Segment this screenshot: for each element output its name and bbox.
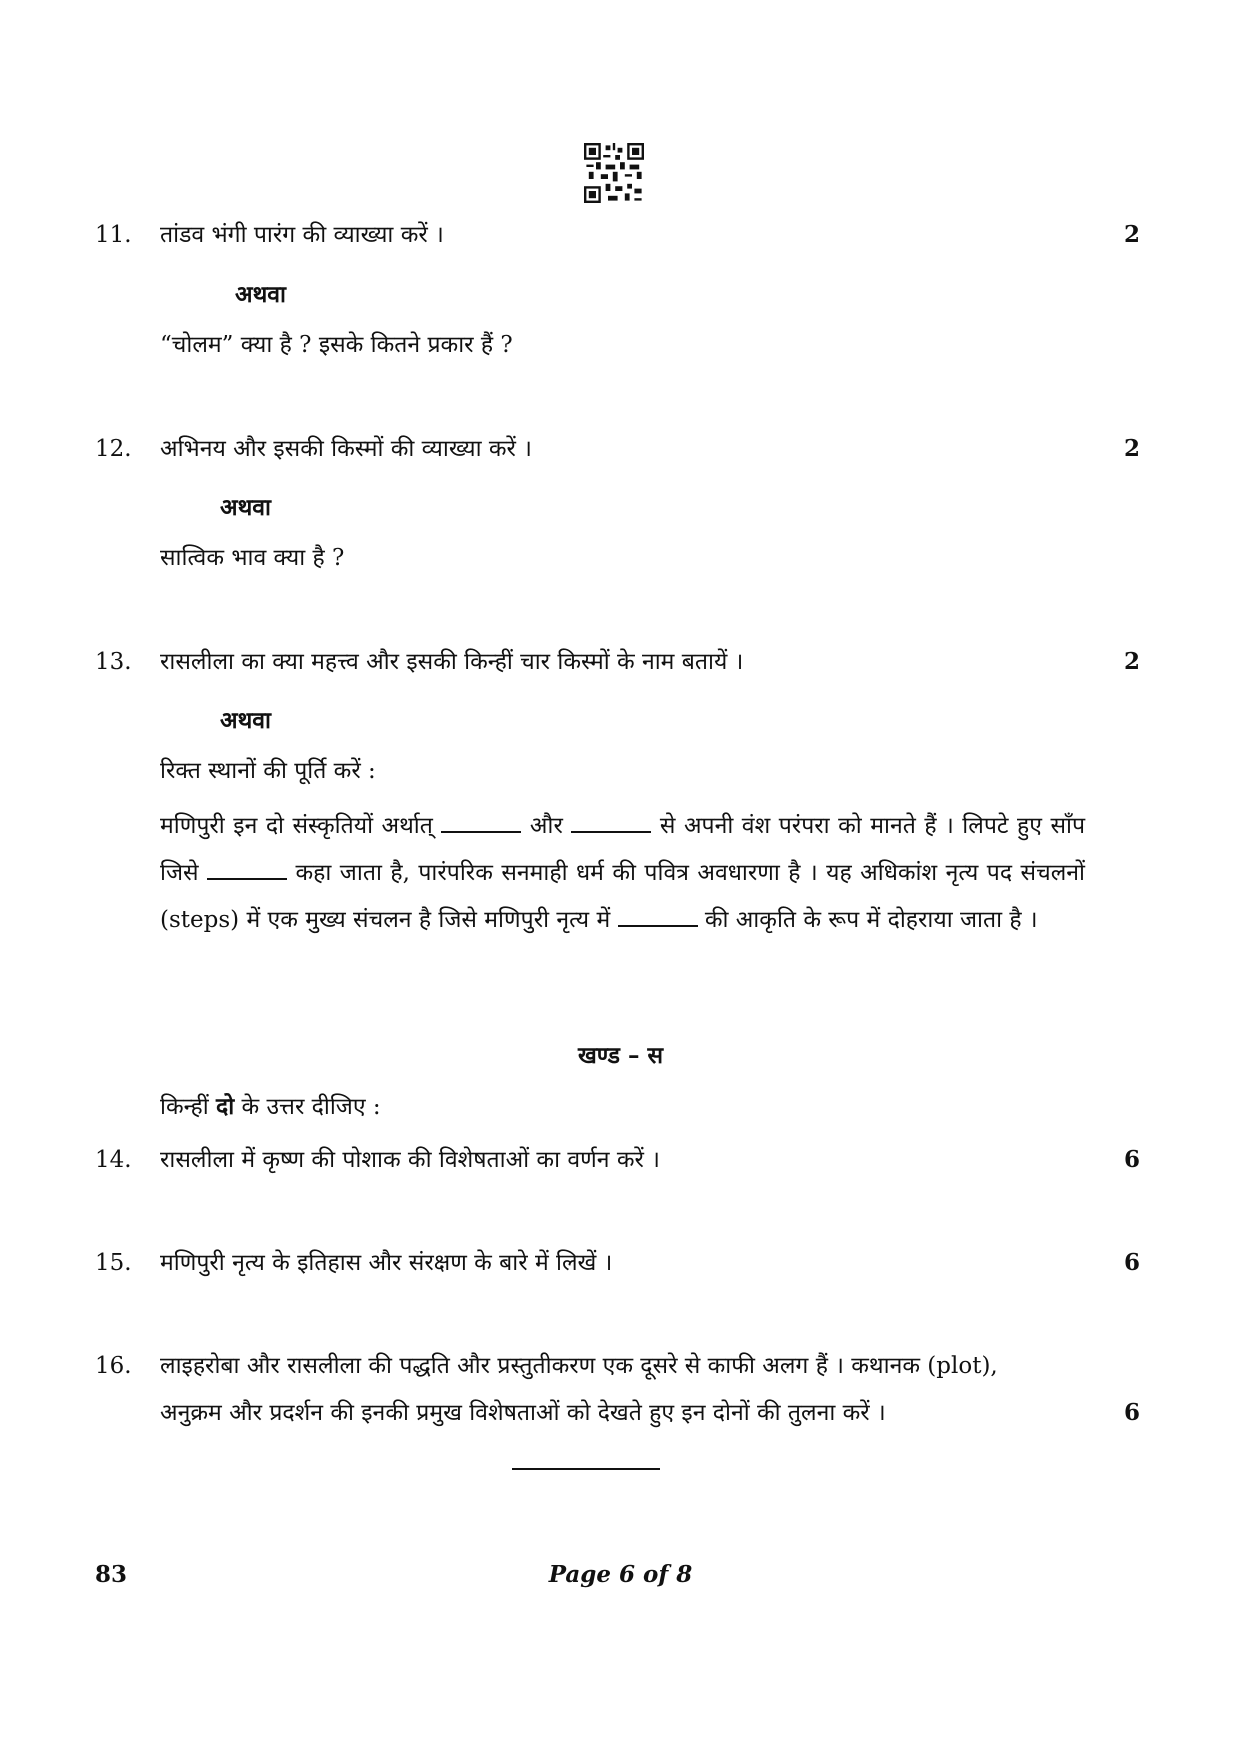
question-text: मणिपुरी नृत्य के इतिहास और संरक्षण के बारे में लिखें । — [160, 1250, 613, 1276]
section-title: खण्ड – स — [577, 1042, 664, 1069]
instruction-emphasis: दो — [215, 1093, 235, 1120]
question-text: लाइहरोबा और रासलीला की पद्धति और प्रस्तुतीकरण एक दूसरे से काफी अलग हैं । कथानक (plot), — [160, 1353, 998, 1379]
question-number: 11. — [95, 222, 132, 248]
question-number: 12. — [95, 436, 132, 462]
instruction-text: के उत्तर दीजिए : — [241, 1094, 381, 1120]
question-text: अभिनय और इसकी किस्मों की व्याख्या करें । — [160, 436, 532, 462]
alternative-question: “चोलम” क्या है ? इसके कितने प्रकार हैं ? — [160, 332, 513, 358]
question-number: 13. — [95, 649, 132, 675]
marks: 2 — [1123, 648, 1140, 675]
question-number: 14. — [95, 1147, 132, 1173]
instruction-text: किन्हीं — [160, 1094, 209, 1120]
fill-blank-text: और — [529, 813, 563, 839]
marks: 2 — [1123, 221, 1140, 248]
marks: 6 — [1123, 1249, 1140, 1276]
blank-line — [207, 858, 287, 880]
blank-line — [571, 811, 651, 833]
marks: 2 — [1123, 435, 1140, 462]
question-text: रासलीला का क्या महत्त्व और इसकी किन्हीं चार किस्मों के नाम बतायें । — [160, 649, 744, 675]
alternative-question: सात्विक भाव क्या है ? — [160, 545, 345, 571]
or-label: अथवा — [235, 281, 287, 308]
fill-blank-text: कहा जाता है, पारंपरिक सनमाही धर्म की पवित्र अवधारणा है । यह अधिकांश नृत्य पद संचलनों (steps) में एक मुख्य संचलन है जिसे मणिपुरी नृत्य में — [160, 860, 1086, 933]
fill-blank-text: मणिपुरी इन दो संस्कृतियों अर्थात् — [160, 813, 433, 839]
section-instruction — [160, 1090, 381, 1124]
end-rule — [512, 1468, 660, 1470]
fill-blank-text: की आकृति के रूप में दोहराया जाता है । — [704, 907, 1038, 933]
qr-code-icon — [584, 143, 644, 203]
paper-code: 83 — [95, 1561, 128, 1588]
fill-blank-text: से अपनी वंश परंपरा को मानते हैं । लिपटे हुए साँप जिसे — [160, 813, 1086, 886]
blank-line — [618, 905, 698, 927]
blank-line — [441, 811, 521, 833]
question-number: 16. — [95, 1353, 132, 1379]
question-text: अनुक्रम और प्रदर्शन की इनकी प्रमुख विशेषताओं को देखते हुए इन दोनों की तुलना करें । — [160, 1400, 886, 1426]
question-number: 15. — [95, 1250, 132, 1276]
fill-blank-paragraph — [160, 803, 1085, 944]
or-label: अथवा — [220, 707, 272, 734]
page-number: Page 6 of 8 — [548, 1561, 693, 1588]
or-label: अथवा — [220, 494, 272, 521]
alternative-question: रिक्त स्थानों की पूर्ति करें : — [160, 758, 376, 784]
marks: 6 — [1123, 1399, 1140, 1426]
question-text: तांडव भंगी पारंग की व्याख्या करें । — [160, 222, 444, 248]
marks: 6 — [1123, 1146, 1140, 1173]
question-text: रासलीला में कृष्ण की पोशाक की विशेषताओं का वर्णन करें । — [160, 1147, 660, 1173]
